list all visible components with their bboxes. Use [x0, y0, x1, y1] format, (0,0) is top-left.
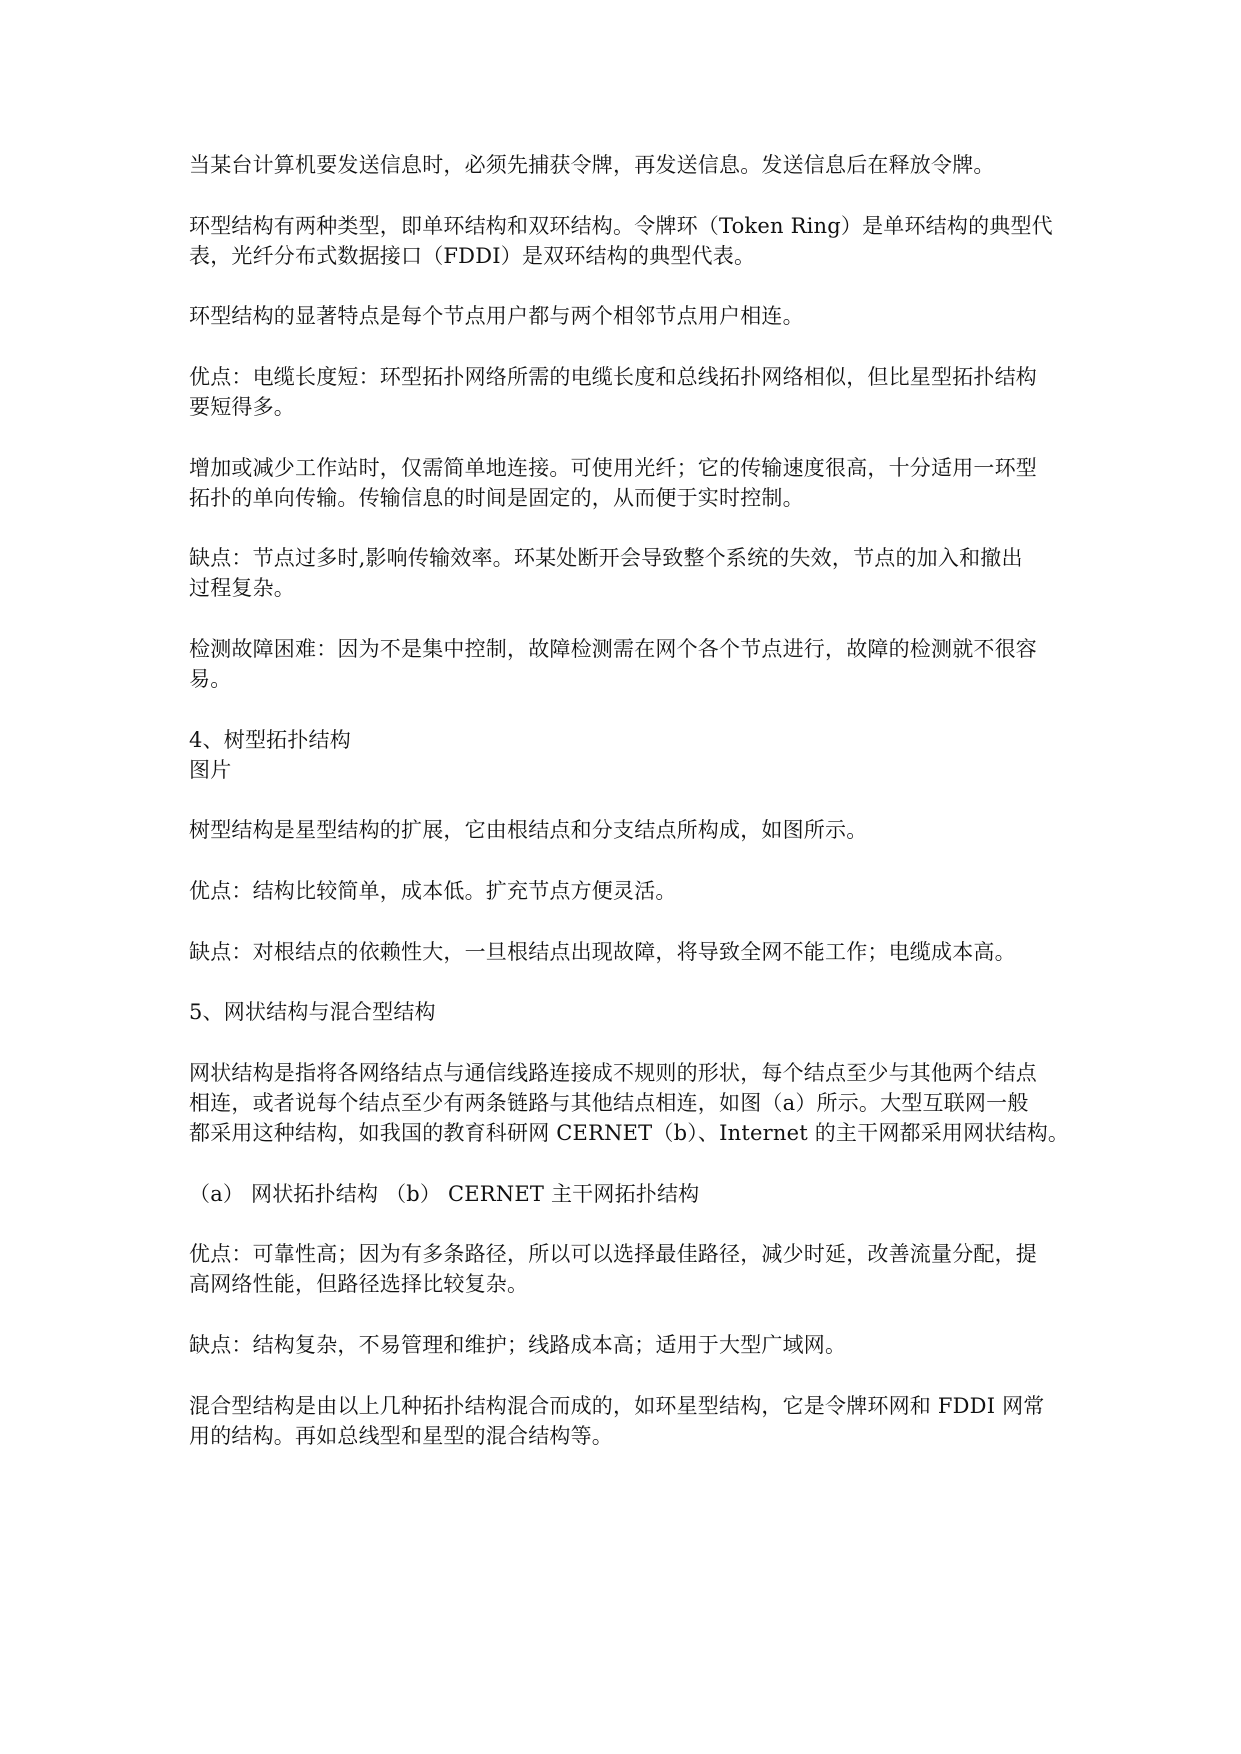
paragraph-hybrid-line-2: 用的结构。再如总线型和星型的混合结构等。	[189, 1424, 613, 1448]
paragraph-ring-fault-line-2: 易。	[189, 667, 232, 691]
paragraph-mesh-line-3: 都采用这种结构，如我国的教育科研网 CERNET（b）、Internet 的主干网都采用网状结构。	[189, 1121, 1070, 1145]
paragraph-tree-cons: 缺点：对根结点的依赖性大，一旦根结点出现故障，将导致全网不能工作；电缆成本高。	[189, 940, 1016, 964]
paragraph-hybrid-line-1: 混合型结构是由以上几种拓扑结构混合而成的，如环星型结构，它是令牌环网和 FDDI 网常	[189, 1394, 1045, 1418]
paragraph-token-capture: 当某台计算机要发送信息时，必须先捕获令牌，再发送信息。发送信息后在释放令牌。	[189, 153, 995, 177]
image-placeholder-text: 图片	[189, 758, 232, 782]
paragraph-mesh-line-1: 网状结构是指将各网络结点与通信线路连接成不规则的形状，每个结点至少与其他两个结点	[189, 1061, 1037, 1085]
paragraph-ring-add-line-2: 拓扑的单向传输。传输信息的时间是固定的，从而便于实时控制。	[189, 486, 804, 510]
heading-mesh-hybrid: 5、网状结构与混合型结构	[189, 1000, 436, 1024]
paragraph-ring-pros-line-2: 要短得多。	[189, 395, 295, 419]
paragraph-ring-cons-line-2: 过程复杂。	[189, 576, 295, 600]
paragraph-tree-definition: 树型结构是星型结构的扩展，它由根结点和分支结点所构成，如图所示。	[189, 818, 868, 842]
paragraph-ring-fault-line-1: 检测故障困难：因为不是集中控制，故障检测需在网个各个节点进行，故障的检测就不很容	[189, 637, 1037, 661]
paragraph-mesh-pros-line-1: 优点：可靠性高；因为有多条路径，所以可以选择最佳路径，减少时延，改善流量分配，提	[189, 1242, 1037, 1266]
paragraph-ring-pros-line-1: 优点：电缆长度短：环型拓扑网络所需的电缆长度和总线拓扑网络相似，但比星型拓扑结构	[189, 365, 1037, 389]
paragraph-mesh-cons: 缺点：结构复杂，不易管理和维护；线路成本高；适用于大型广域网。	[189, 1333, 847, 1357]
paragraph-ring-cons-line-1: 缺点：节点过多时,影响传输效率。环某处断开会导致整个系统的失效，节点的加入和撤出	[189, 546, 1023, 570]
paragraph-tree-pros: 优点：结构比较简单，成本低。扩充节点方便灵活。	[189, 879, 677, 903]
figure-caption: （a） 网状拓扑结构 （b） CERNET 主干网拓扑结构	[189, 1182, 700, 1206]
paragraph-ring-types-line-1: 环型结构有两种类型，即单环结构和双环结构。令牌环（Token Ring）是单环结构的典型代	[189, 214, 1053, 238]
paragraph-ring-feature: 环型结构的显著特点是每个节点用户都与两个相邻节点用户相连。	[189, 304, 804, 328]
paragraph-mesh-pros-line-2: 高网络性能，但路径选择比较复杂。	[189, 1272, 529, 1296]
paragraph-ring-add-line-1: 增加或减少工作站时，仅需简单地连接。可使用光纤；它的传输速度很高，十分适用一环型	[189, 456, 1037, 480]
paragraph-mesh-line-2: 相连，或者说每个结点至少有两条链路与其他结点相连，如图（a）所示。大型互联网一般	[189, 1091, 1029, 1115]
heading-tree-topology: 4、树型拓扑结构	[189, 728, 351, 752]
paragraph-ring-types-line-2: 表，光纤分布式数据接口（FDDI）是双环结构的典型代表。	[189, 244, 756, 268]
